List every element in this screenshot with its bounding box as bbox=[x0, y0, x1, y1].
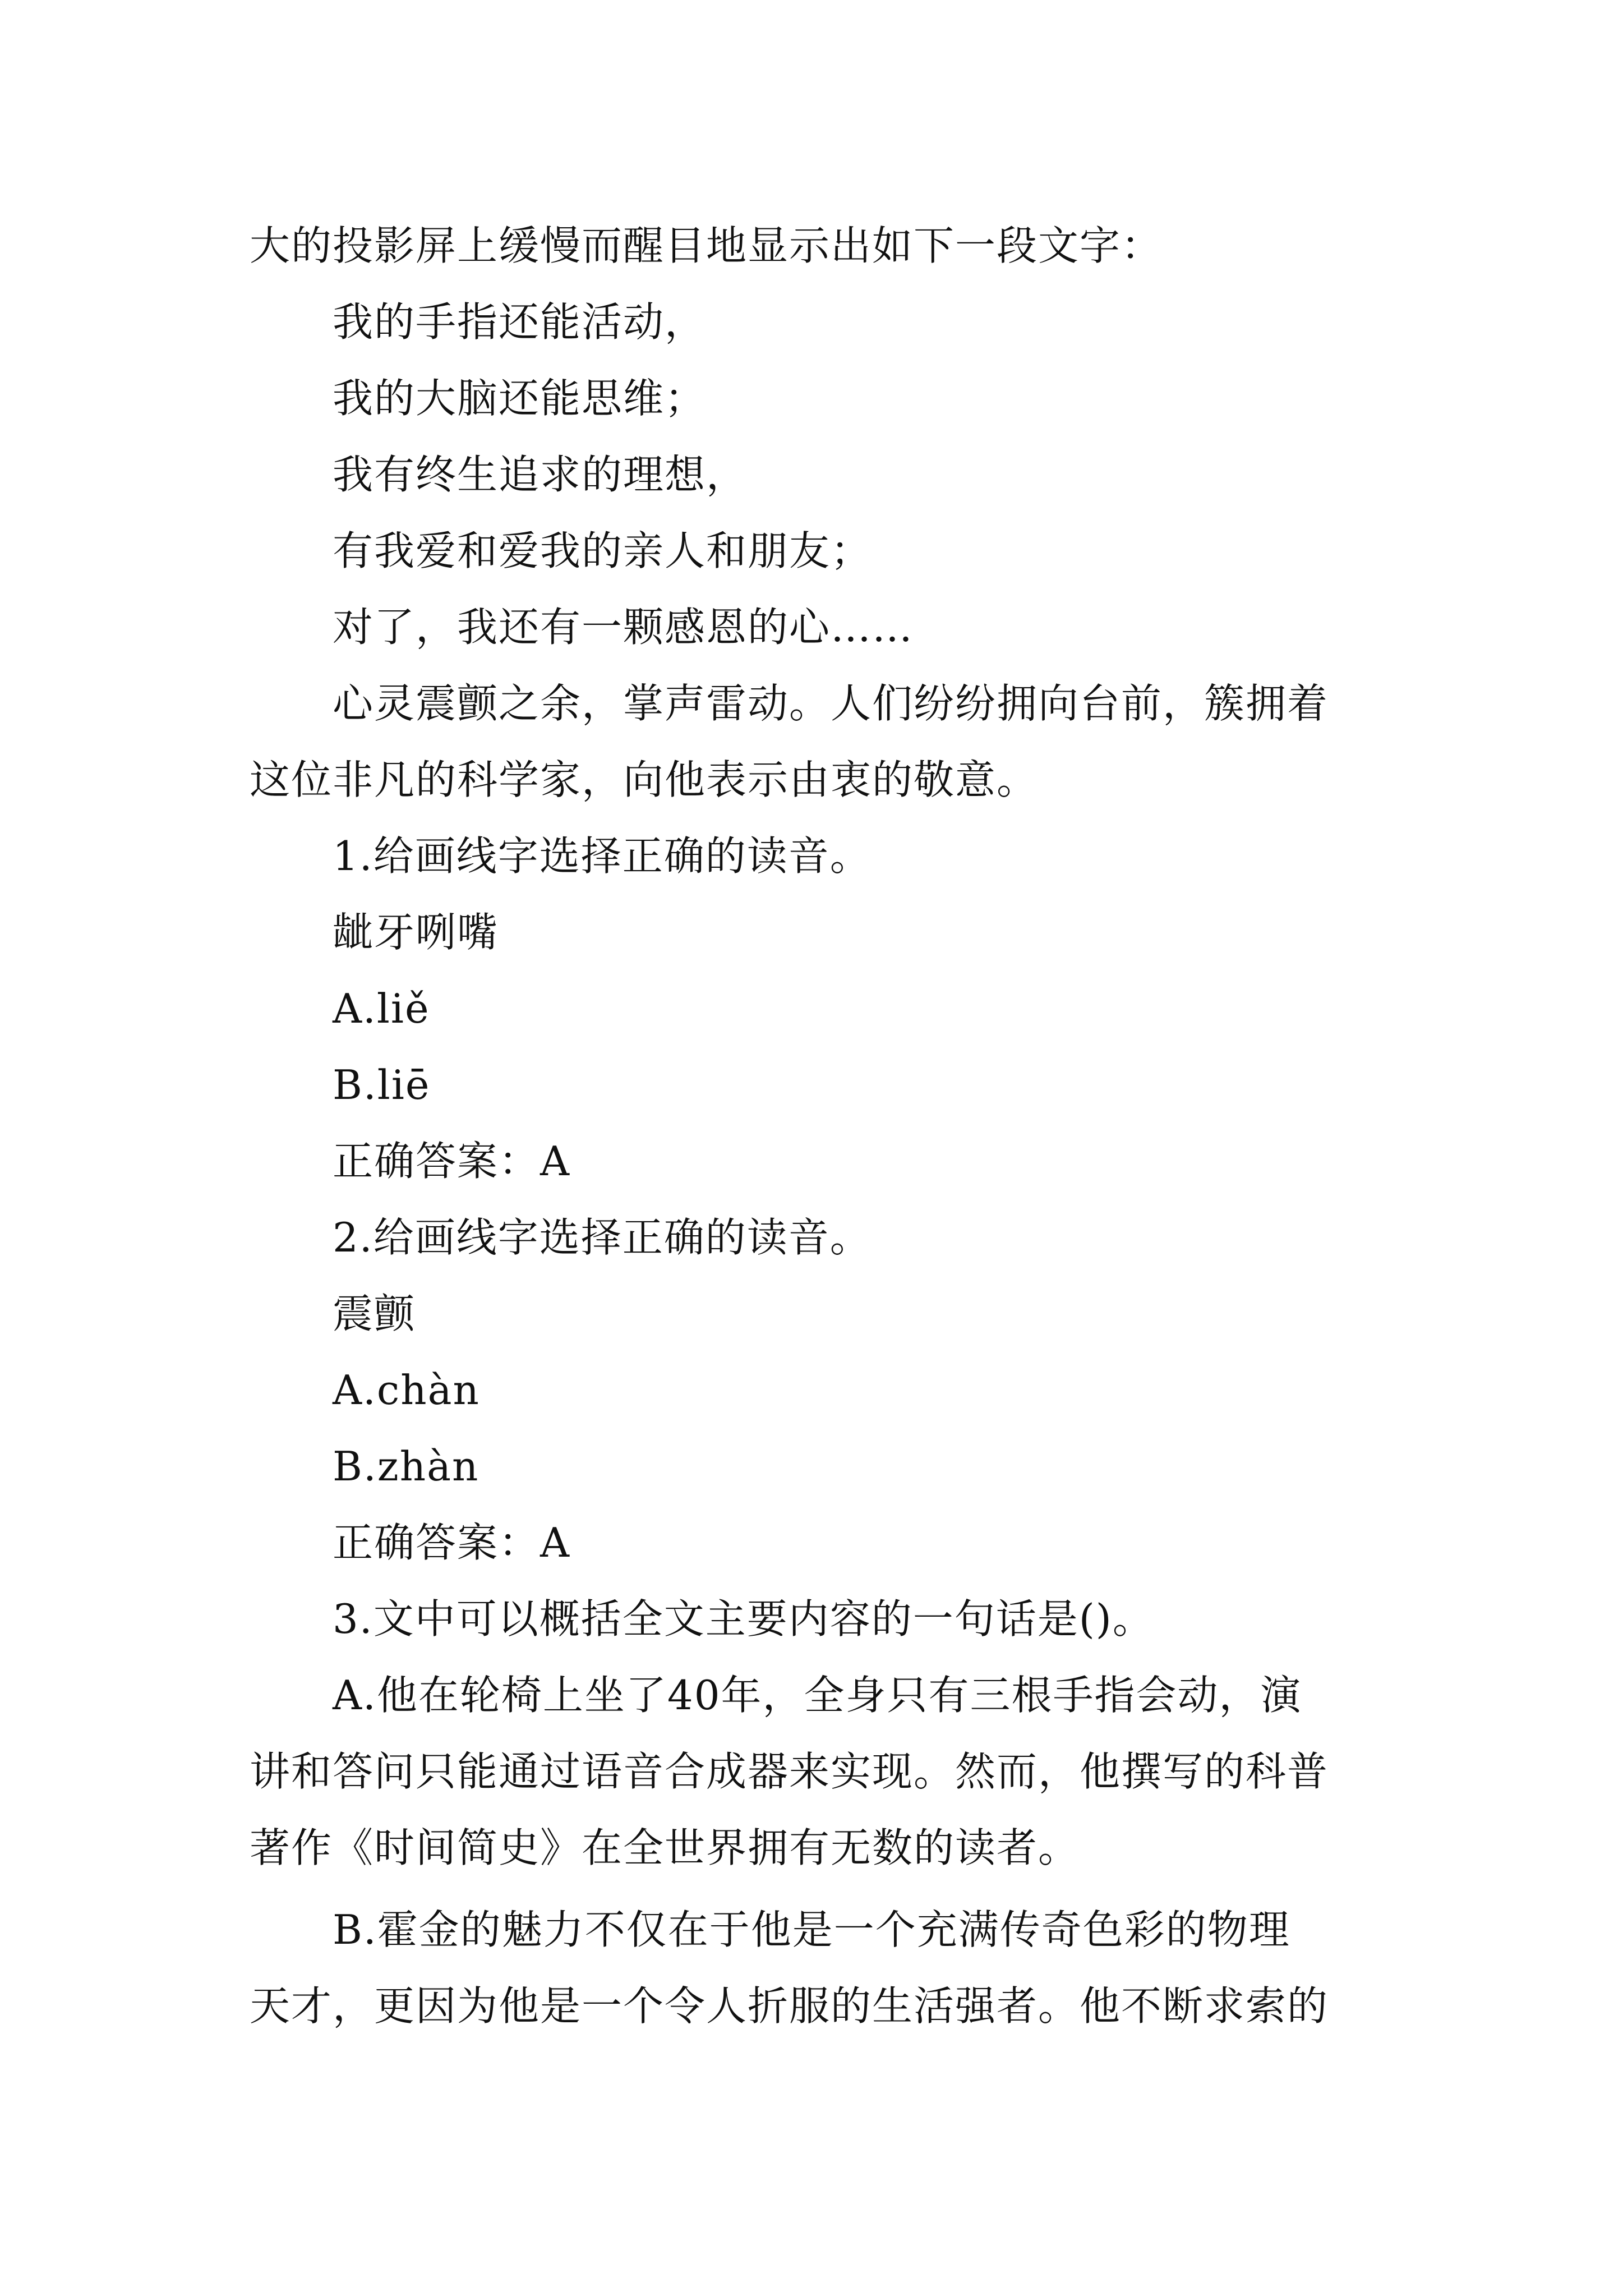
poem-line: 对了，我还有一颗感恩的心…… bbox=[333, 604, 914, 651]
question-1-option-b: B.liē bbox=[333, 1061, 431, 1108]
paragraph-line: 心灵震颤之余，掌声雷动。人们纷纷拥向台前，簇拥着 bbox=[333, 680, 1329, 727]
question-1-option-a: A.liě bbox=[333, 985, 430, 1032]
question-3-prompt: 3.文中可以概括全文主要内容的一句话是()。 bbox=[333, 1595, 1154, 1642]
question-2-prompt: 2.给画线字选择正确的读音。 bbox=[333, 1214, 872, 1261]
question-3-option-a-continued: 著作《时间简史》在全世界拥有无数的读者。 bbox=[250, 1824, 1080, 1871]
paragraph-line: 大的投影屏上缓慢而醒目地显示出如下一段文字： bbox=[250, 222, 1163, 269]
question-2-option-b: B.zhàn bbox=[333, 1443, 479, 1490]
question-3-option-b-continued: 天才，更因为他是一个令人折服的生活强者。他不断求索的 bbox=[250, 1982, 1329, 2030]
question-3-option-b: B.霍金的魅力不仅在于他是一个充满传奇色彩的物理 bbox=[333, 1906, 1290, 1953]
poem-line: 我有终生追求的理想， bbox=[333, 451, 748, 498]
poem-line: 我的手指还能活动， bbox=[333, 298, 707, 346]
question-1-answer: 正确答案：A bbox=[333, 1138, 570, 1185]
document-body bbox=[250, 208, 1391, 2044]
poem-line: 我的大脑还能思维； bbox=[333, 375, 707, 422]
question-3-option-a-continued: 讲和答问只能通过语音合成器来实现。然而，他撰写的科普 bbox=[250, 1748, 1329, 1795]
poem-line: 有我爱和爱我的亲人和朋友； bbox=[333, 527, 873, 574]
question-2-word: 震颤 bbox=[333, 1290, 416, 1337]
question-3-option-a: A.他在轮椅上坐了40年，全身只有三根手指会动，演 bbox=[333, 1672, 1302, 1719]
question-1-prompt: 1.给画线字选择正确的读音。 bbox=[333, 832, 872, 880]
question-2-answer: 正确答案：A bbox=[333, 1519, 570, 1566]
question-2-option-a: A.chàn bbox=[333, 1366, 480, 1414]
question-1-word: 龇牙咧嘴 bbox=[333, 909, 499, 956]
paragraph-line: 这位非凡的科学家，向他表示由衷的敬意。 bbox=[250, 756, 1039, 803]
